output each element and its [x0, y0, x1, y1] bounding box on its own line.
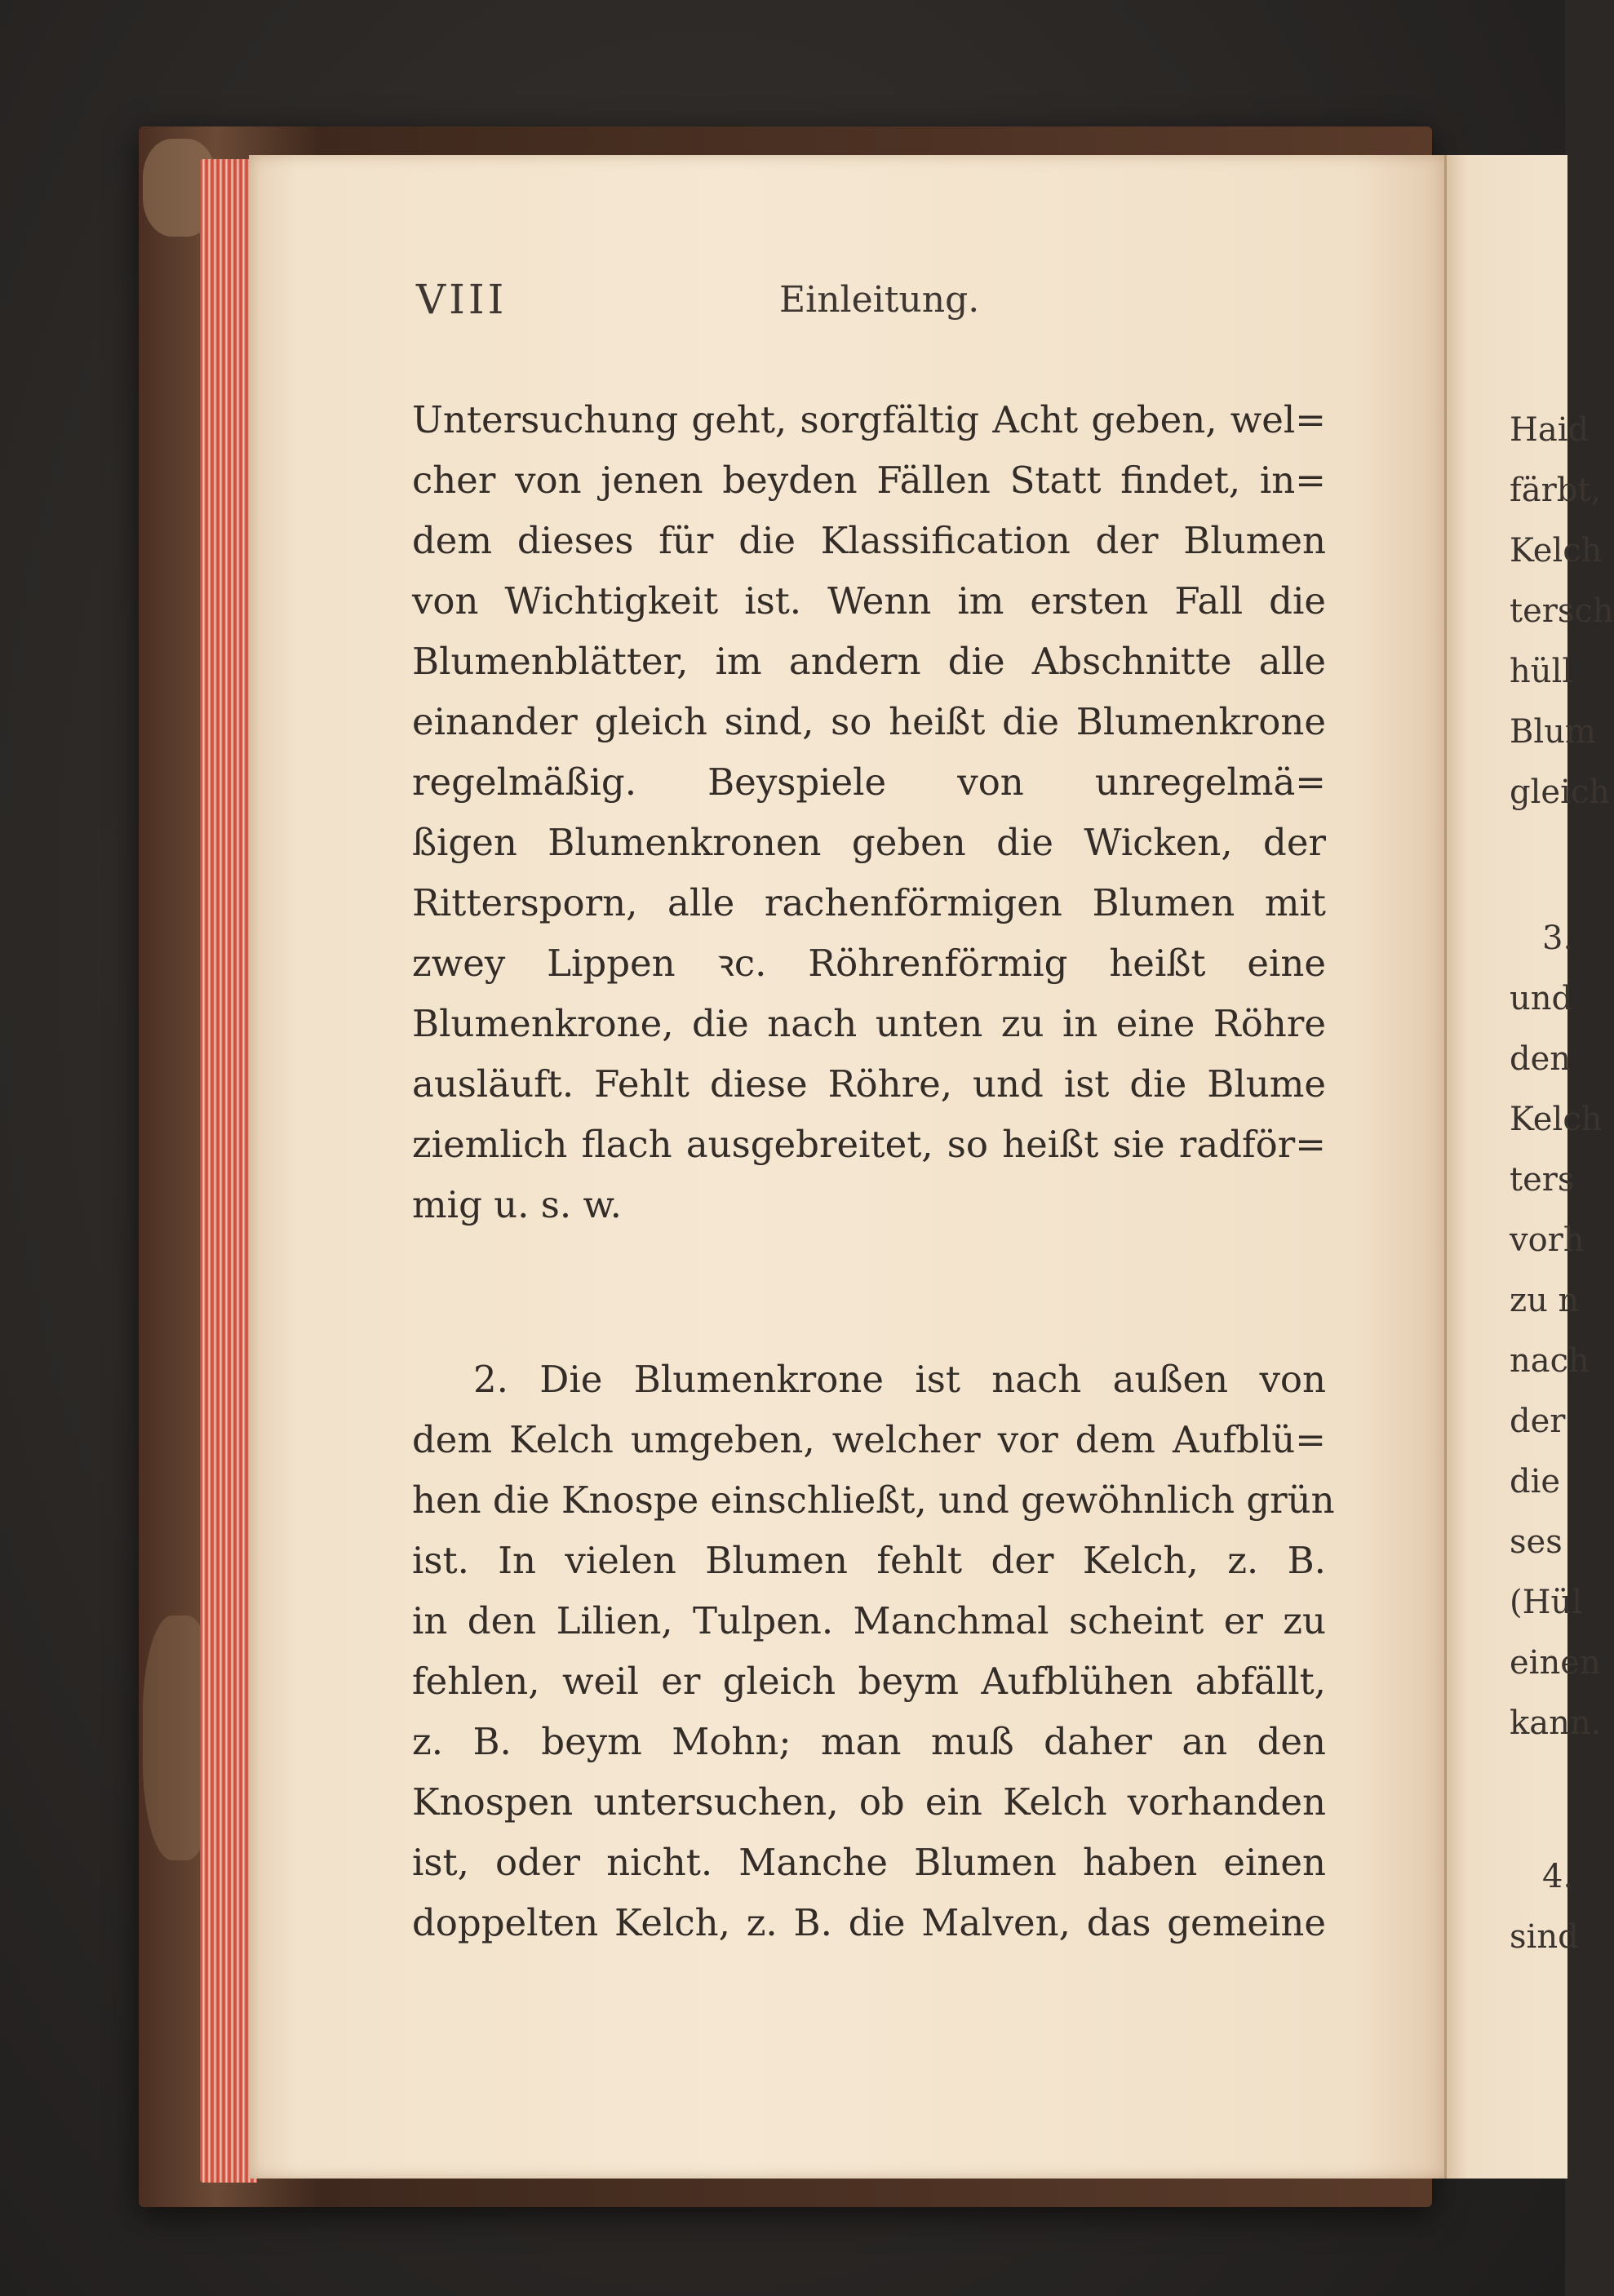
- text-line: Knospen untersuchen, ob ein Kelch vorhanden: [412, 1780, 1326, 1824]
- facing-text: ses: [1510, 1523, 1563, 1561]
- text-line: doppelten Kelch, z. B. die Malven, das gemeine: [412, 1901, 1326, 1944]
- facing-text: gleich: [1510, 773, 1611, 811]
- running-title: Einleitung.: [779, 279, 980, 321]
- facing-text: nach: [1510, 1342, 1590, 1380]
- text-line: zwey Lippen ꝛc. Röhrenförmig heißt eine: [412, 942, 1326, 985]
- facing-text: den: [1510, 1040, 1572, 1078]
- text-line: in den Lilien, Tulpen. Manchmal scheint er zu: [412, 1599, 1326, 1642]
- text-line: ausläuft. Fehlt diese Röhre, und ist die Blume: [412, 1062, 1326, 1106]
- text-line: 2. Die Blumenkrone ist nach außen von: [473, 1358, 1326, 1401]
- facing-text: einen: [1510, 1644, 1601, 1682]
- running-head: [416, 276, 1330, 333]
- facing-text: und: [1510, 980, 1573, 1017]
- facing-text: ters: [1510, 1161, 1575, 1199]
- text-line: von Wichtigkeit ist. Wenn im ersten Fall die: [412, 579, 1326, 623]
- body-text: [412, 390, 1335, 1953]
- text-line: ßigen Blumenkronen geben die Wicken, der: [412, 821, 1326, 864]
- facing-text: färbt,: [1510, 472, 1602, 509]
- text-line: einander gleich sind, so heißt die Blumenkrone: [412, 700, 1326, 743]
- facing-text: Kelch: [1510, 532, 1603, 570]
- text-line: Blumenblätter, im andern die Abschnitte alle: [412, 640, 1326, 683]
- paragraph-gap: [412, 1235, 1326, 1350]
- text-line: ist. In vielen Blumen fehlt der Kelch, z. B.: [412, 1539, 1326, 1582]
- paragraph: [412, 1350, 1335, 1953]
- text-line: dem dieses für die Klassification der Blumen: [412, 519, 1326, 562]
- text-line: Blumenkrone, die nach unten zu in eine Röhre: [412, 1002, 1326, 1045]
- text-line: dem Kelch umgeben, welcher vor dem Aufblü=: [412, 1418, 1326, 1461]
- facing-text: Blum: [1510, 713, 1596, 751]
- facing-text: tersch: [1510, 592, 1614, 630]
- facing-text: 4.: [1542, 1858, 1574, 1895]
- text-line: hen die Knospe einschließt, und gewöhnlich grün: [412, 1478, 1335, 1522]
- text-line: ist, oder nicht. Manche Blumen haben einen: [412, 1841, 1326, 1884]
- text-line: regelmäßig. Beyspiele von unregelmä=: [412, 760, 1326, 804]
- text-line: Untersuchung geht, sorgfältig Acht geben, wel=: [412, 398, 1326, 441]
- facing-text: Haid: [1510, 411, 1590, 449]
- text-line: fehlen, weil er gleich beym Aufblühen abfällt,: [412, 1660, 1326, 1703]
- facing-text: der: [1510, 1403, 1566, 1440]
- facing-text: die: [1510, 1463, 1561, 1500]
- text-line: ziemlich flach ausgebreitet, so heißt sie radför=: [412, 1123, 1326, 1166]
- facing-text: 3.: [1542, 920, 1574, 957]
- text-line: mig u. s. w.: [412, 1183, 622, 1226]
- facing-text: vorh: [1510, 1221, 1585, 1259]
- facing-text: sind: [1510, 1918, 1579, 1956]
- facing-text: hüll: [1510, 653, 1573, 690]
- paragraph: [412, 390, 1326, 1235]
- facing-text: kann.: [1510, 1704, 1602, 1742]
- page-number: VIII: [416, 276, 508, 323]
- text-line: Rittersporn, alle rachenförmigen Blumen mit: [412, 881, 1326, 924]
- facing-text: zu n: [1510, 1282, 1580, 1319]
- facing-text: (Hül: [1510, 1584, 1583, 1621]
- text-line: cher von jenen beyden Fällen Statt findet, in=: [412, 459, 1326, 502]
- text-line: z. B. beym Mohn; man muß daher an den: [412, 1720, 1326, 1763]
- facing-text: Kelch: [1510, 1101, 1603, 1138]
